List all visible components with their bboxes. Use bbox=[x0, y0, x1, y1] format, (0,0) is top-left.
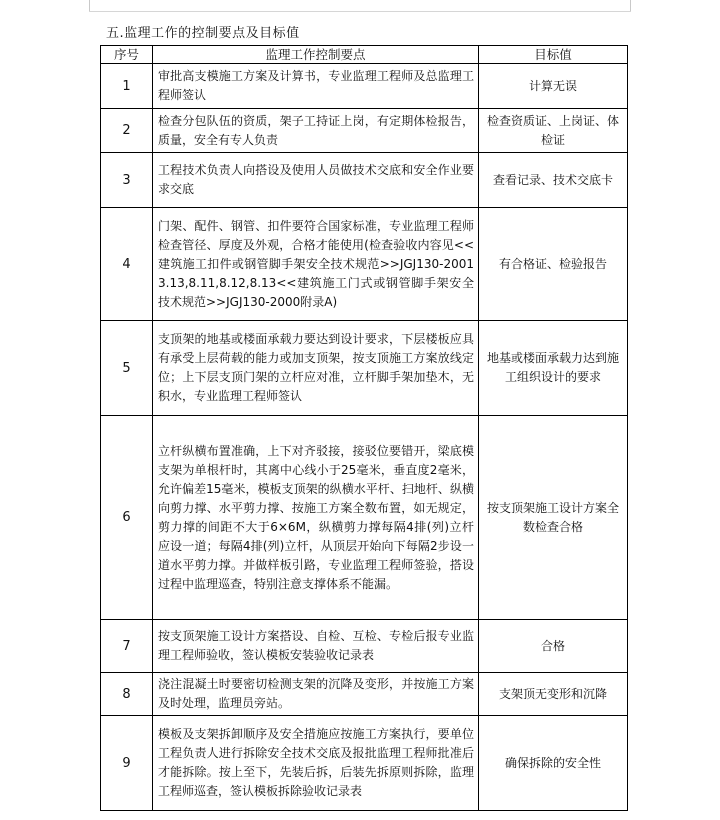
row-target-value: 合格 bbox=[479, 620, 628, 673]
row-target-value: 确保拆除的安全性 bbox=[479, 716, 628, 811]
table-row bbox=[101, 208, 628, 321]
row-number: 6 bbox=[101, 416, 153, 620]
table-header-row bbox=[101, 46, 628, 64]
row-number: 7 bbox=[101, 620, 153, 673]
row-target-value: 地基或楼面承载力达到施工组织设计的要求 bbox=[479, 321, 628, 416]
row-target-value: 查看记录、技术交底卡 bbox=[479, 153, 628, 208]
row-control-point: 按支顶架施工设计方案搭设、自检、互检、专检后报专业监理工程师验收，签认模板安装验收记录表 bbox=[153, 620, 479, 673]
row-control-point: 支顶架的地基或楼面承载力要达到设计要求，下层楼板应具有承受上层荷载的能力或加支顶架，按支顶施工方案放线定位；上下层支顶门架的立杆应对准，立杆脚手架加垫木，无积水，专业监理工程师签认 bbox=[153, 321, 479, 416]
row-target-value: 计算无误 bbox=[479, 64, 628, 109]
row-control-point: 门架、配件、钢管、扣件要符合国家标准，专业监理工程师检查管径、厚度及外观，合格才能使用(检查验收内容见<<建筑施工扣件或钢管脚手架安全技术规范>>JGJ130-20013.13,8.11,8.12,8.13<<建筑施工门式或钢管脚手架安全技术规范>>JGJ130-2000附录A) bbox=[153, 208, 479, 321]
row-number: 4 bbox=[101, 208, 153, 321]
table-row bbox=[101, 321, 628, 416]
header-num: 序号 bbox=[101, 46, 153, 64]
row-target-value: 按支顶架施工设计方案全数检查合格 bbox=[479, 416, 628, 620]
control-points-table bbox=[100, 45, 628, 811]
row-target-value: 支架顶无变形和沉降 bbox=[479, 673, 628, 716]
row-number: 2 bbox=[101, 109, 153, 153]
row-number: 8 bbox=[101, 673, 153, 716]
section-title: 五.监理工作的控制要点及目标值 bbox=[106, 26, 300, 41]
table-row bbox=[101, 109, 628, 153]
table-row bbox=[101, 64, 628, 109]
row-target-value: 有合格证、检验报告 bbox=[479, 208, 628, 321]
table-row bbox=[101, 416, 628, 620]
header-item: 监理工作控制要点 bbox=[153, 46, 479, 64]
table-row bbox=[101, 716, 628, 811]
table-row bbox=[101, 620, 628, 673]
row-control-point: 工程技术负责人向搭设及使用人员做技术交底和安全作业要求交底 bbox=[153, 153, 479, 208]
row-control-point: 浇注混凝土时要密切检测支架的沉降及变形，并按施工方案及时处理，监理员旁站。 bbox=[153, 673, 479, 716]
table-row bbox=[101, 673, 628, 716]
header-target: 目标值 bbox=[479, 46, 628, 64]
row-number: 5 bbox=[101, 321, 153, 416]
row-control-point: 模板及支架拆卸顺序及安全措施应按施工方案执行，要单位工程负责人进行拆除安全技术交底及报批监理工程师批准后才能拆除。按上至下，先装后拆，后装先拆原则拆除，监理工程师巡查，签认模板拆除验收记录表 bbox=[153, 716, 479, 811]
page-margin-line-top bbox=[89, 11, 631, 12]
row-target-value: 检查资质证、上岗证、体检证 bbox=[479, 109, 628, 153]
row-control-point: 审批高支模施工方案及计算书，专业监理工程师及总监理工程师签认 bbox=[153, 64, 479, 109]
row-number: 1 bbox=[101, 64, 153, 109]
row-number: 9 bbox=[101, 716, 153, 811]
row-number: 3 bbox=[101, 153, 153, 208]
table-row bbox=[101, 153, 628, 208]
row-control-point: 检查分包队伍的资质，架子工持证上岗，有定期体检报告，质量，安全有专人负责 bbox=[153, 109, 479, 153]
row-control-point: 立杆纵横布置准确，上下对齐驳接，接驳位要错开，梁底模支架为单根杆时，其离中心线小于25毫米，垂直度2毫米，允许偏差15毫米，模板支顶架的纵横水平杆、扫地杆、纵横向剪力撑、水平剪力撑、按施工方案全数布置，如无规定，剪力撑的间距不大于6×6M，纵横剪力撑每隔4排(列)立杆应设一道；每隔4排(列)立杆，从顶层开始向下每隔2步设一道水平剪力撑。并做样板引路，专业监理工程师签验，搭设过程中监理巡查，特别注意支撑体系不能漏。 bbox=[153, 416, 479, 620]
